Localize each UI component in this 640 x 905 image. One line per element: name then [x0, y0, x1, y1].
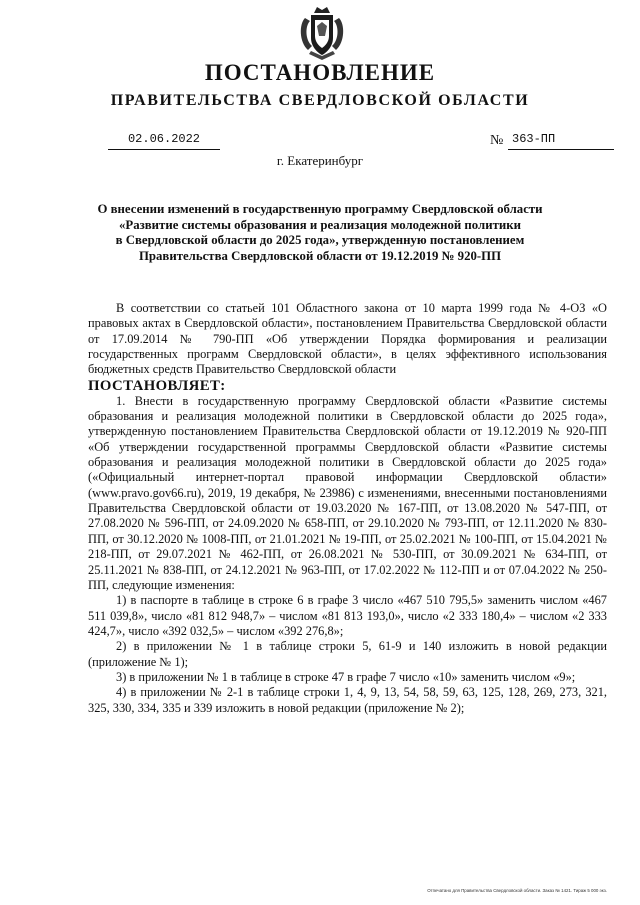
coat-of-arms-icon [296, 4, 348, 62]
decree-word: ПОСТАНОВЛЯЕТ: [88, 377, 226, 394]
heading-line: в Свердловской области до 2025 года», утвержденную постановлением [115, 233, 525, 248]
document-city: г. Екатеринбург [276, 153, 364, 168]
heading-line: О внесении изменений в государственную программу Свердловской области [97, 202, 543, 216]
heading-line: Правительства Свердловской области от 19.12.2019 № 920-ПП [138, 249, 502, 264]
point-1-paragraph: 1. Внести в государственную программу Свердловской области «Развитие системы образования и реализация молодежной политики в Свердловской области до 2025 года», утвержденную постановлением Правительства Свердловской области от 19.12.2019 № 920-ПП «Об утверждении государственной программы Свердловской области «Развитие системы образования и реализация молодежной политики в Свердловской области до 2025 года» («Официальный интернет-портал правовой информации Свердловской области» (www.pravo.gov66.ru), 2019, 19 декабря, № 23986) с изменениями, внесенными постановлениями Правительства Свердловской области от 19.03.2020 № 167-ПП, от 13.08.2020 № 547-ПП, от 27.08.2020 № 596-ПП, от 24.09.2020 № 658-ПП, от 29.10.2020 № 793-ПП, от 12.11.2020 № 830-ПП, от 30.12.2020 № 1008-ПП, от 21.01.2021 № 19-ПП, от 25.02.2021 № 100-ПП, от 15.04.2021 № 218-ПП, от 29.07.2021 № 462-ПП, от 26.08.2021 № 530-ПП, от 30.09.2021 № 634-ПП, от 25.11.2021 № 838-ПП, от 24.12.2021 № 963-ПП, от 17.02.2022 № 112-ПП и от 07.04.2022 № 250-ПП, следующие изменения: [88, 393, 607, 592]
document-date: 02.06.2022 [108, 131, 220, 150]
document-heading [70, 202, 570, 265]
document-number: 363-ПП [508, 131, 614, 150]
document-body [88, 301, 607, 716]
number-label: № [490, 133, 504, 148]
document-title: ПОСТАНОВЛЕНИЕ [204, 60, 436, 85]
subpoint-1-paragraph: 1) в паспорте в таблице в строке 6 в графе 3 число «467 510 795,5» заменить числом «467 511 039,8», число «81 812 948,7» – числом «81 813 193,0», число «2 333 180,4» – числом «2 333 424,7», число «392 032,5» – числом «392 276,8»; [88, 593, 607, 638]
subpoint-2-paragraph: 2) в приложении № 1 в таблице строки 5, 61-9 и 140 изложить в новой редакции (приложение № 1); [88, 639, 607, 669]
subpoint-4-paragraph: 4) в приложении № 2-1 в таблице строки 1, 4, 9, 13, 54, 58, 59, 63, 125, 128, 269, 273, 321, 325, 330, 334, 335 и 339 изложить в новой редакции (приложение № 2); [88, 685, 607, 715]
heading-line: «Развитие системы образования и реализация молодежной политики [119, 217, 521, 232]
preamble-paragraph: В соответствии со статьей 101 Областного закона от 10 марта 1999 года № 4-ОЗ «О правовых актах в Свердловской области», постановлением Правительства Свердловской области от 17.09.2014 № 790-ПП «Об утверждении Порядка формирования и реализации государственных программ Свердловской области», в целях эффективного использования бюджетных средств Правительство Свердловской области [88, 301, 607, 377]
subpoint-3-paragraph: 3) в приложении № 1 в таблице в строке 47 в графе 7 число «10» заменить числом «9»; [116, 669, 576, 684]
document-subtitle: ПРАВИТЕЛЬСТВА СВЕРДЛОВСКОЙ ОБЛАСТИ [110, 92, 530, 109]
print-note: Отпечатано для Правительства Свердловской области. Заказ № 1421. Тираж 5 000 экз. [427, 888, 607, 893]
